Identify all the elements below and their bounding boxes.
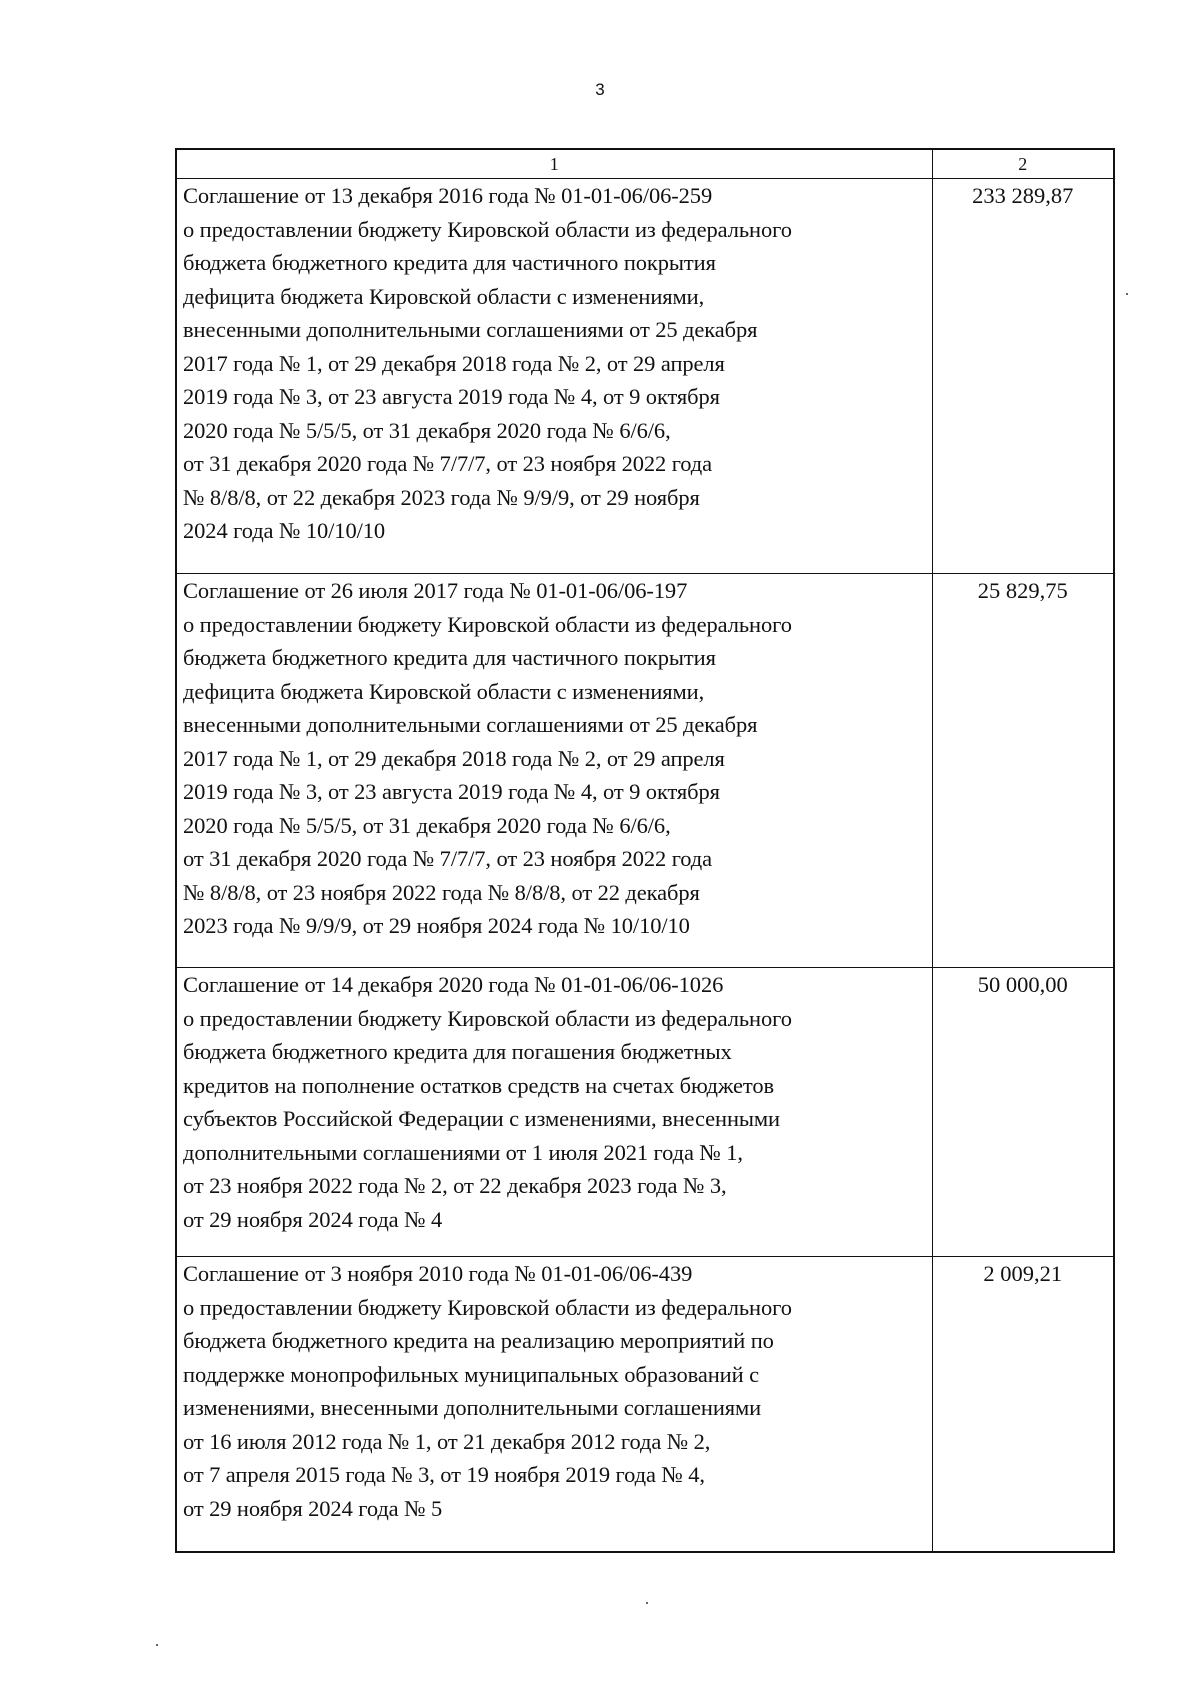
- table-row: [176, 1257, 1114, 1553]
- agreement-description: Соглашение от 13 декабря 2016 года № 01-01-06/06-259 о предоставлении бюджету Кировской области из федерального бюджета бюджетного кредита для частичного покрытия дефицита бюджета Кировской области с изменениями, внесенными дополнительными соглашениями от 25 декабря 2017 года № 1, от 29 декабря 2018 года № 2, от 29 апреля 2019 года № 3, от 23 августа 2019 года № 4, от 9 октября 2020 года № 5/5/5, от 31 декабря 2020 года № 6/6/6, от 31 декабря 2020 года № 7/7/7, от 23 ноября 2022 года № 8/8/8, от 22 декабря 2023 года № 9/9/9, от 29 ноября 2024 года № 10/10/10: [176, 179, 932, 574]
- agreement-description: Соглашение от 26 июля 2017 года № 01-01-06/06-197 о предоставлении бюджету Кировской области из федерального бюджета бюджетного кредита для частичного покрытия дефицита бюджета Кировской области с изменениями, внесенными дополнительными соглашениями от 25 декабря 2017 года № 1, от 29 декабря 2018 года № 2, от 29 апреля 2019 года № 3, от 23 августа 2019 года № 4, от 9 октября 2020 года № 5/5/5, от 31 декабря 2020 года № 6/6/6, от 31 декабря 2020 года № 7/7/7, от 23 ноября 2022 года № 8/8/8, от 23 ноября 2022 года № 8/8/8, от 22 декабря 2023 года № 9/9/9, от 29 ноября 2024 года № 10/10/10: [176, 574, 932, 968]
- scan-speck: [156, 1644, 158, 1646]
- table-header-row: [176, 149, 1114, 179]
- table-row: [176, 968, 1114, 1257]
- column-header-2: 2: [932, 149, 1114, 179]
- page-number: 3: [595, 80, 605, 99]
- column-header-1: 1: [176, 149, 932, 179]
- agreement-amount: 233 289,87: [932, 179, 1114, 574]
- agreement-amount: 50 000,00: [932, 968, 1114, 1257]
- scan-speck: [646, 1602, 648, 1604]
- table-row: [176, 179, 1114, 574]
- agreement-amount: 2 009,21: [932, 1257, 1114, 1553]
- scan-speck: [1126, 293, 1128, 295]
- agreement-description: Соглашение от 3 ноября 2010 года № 01-01-06/06-439 о предоставлении бюджету Кировской области из федерального бюджета бюджетного кредита на реализацию мероприятий по поддержке монопрофильных муниципальных образований с изменениями, внесенными дополнительными соглашениями от 16 июля 2012 года № 1, от 21 декабря 2012 года № 2, от 7 апреля 2015 года № 3, от 19 ноября 2019 года № 4, от 29 ноября 2024 года № 5: [176, 1257, 932, 1553]
- table-row: [176, 574, 1114, 968]
- agreement-amount: 25 829,75: [932, 574, 1114, 968]
- agreement-description: Соглашение от 14 декабря 2020 года № 01-01-06/06-1026 о предоставлении бюджету Кировской области из федерального бюджета бюджетного кредита для погашения бюджетных кредитов на пополнение остатков средств на счетах бюджетов субъектов Российской Федерации с изменениями, внесенными дополнительными соглашениями от 1 июля 2021 года № 1, от 23 ноября 2022 года № 2, от 22 декабря 2023 года № 3, от 29 ноября 2024 года № 4: [176, 968, 932, 1257]
- agreements-table: [175, 148, 1115, 1553]
